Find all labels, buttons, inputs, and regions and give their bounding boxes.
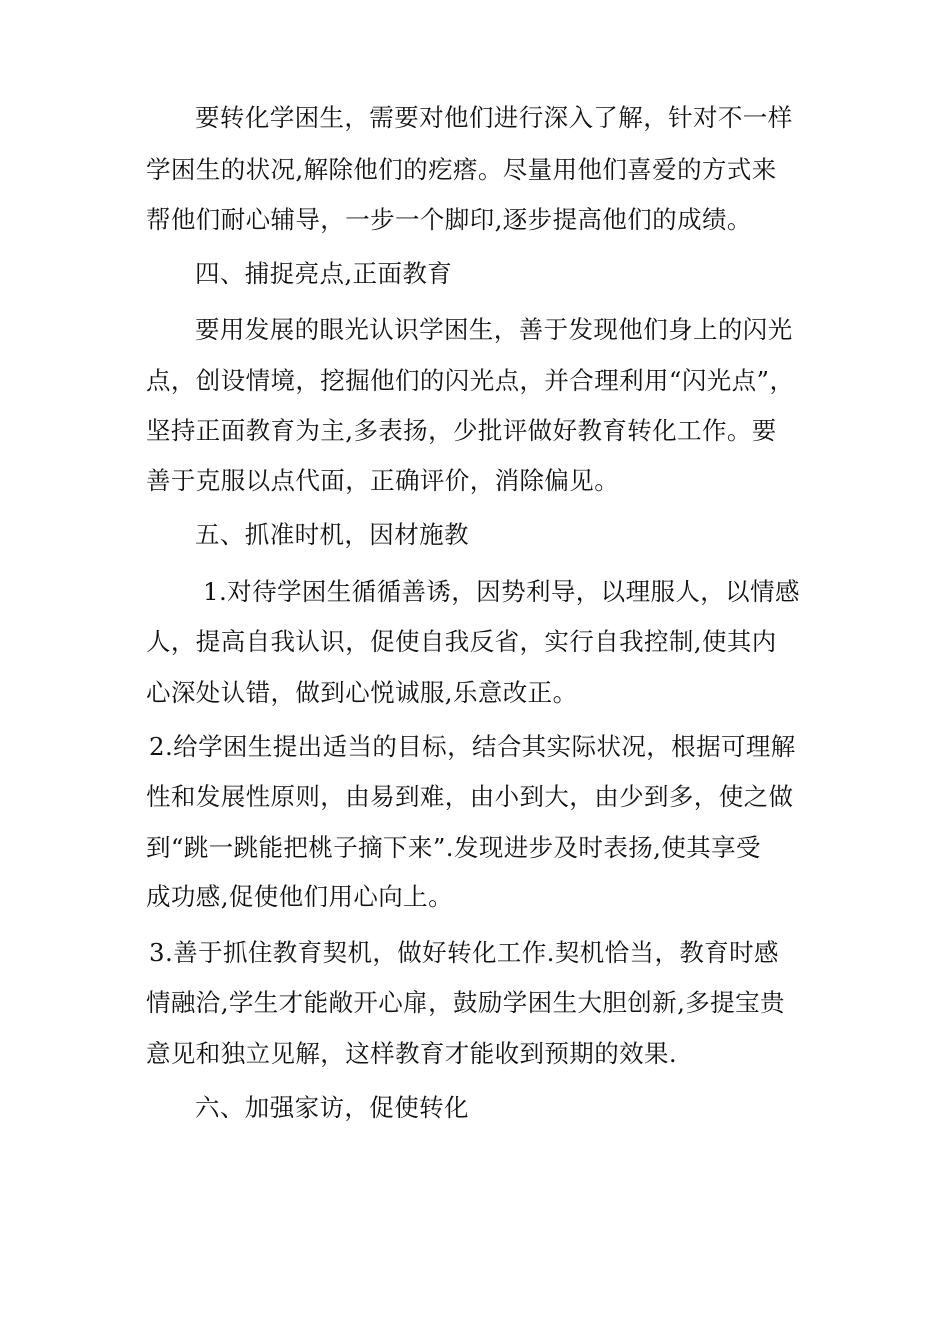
section-heading: 五、抓准时机，因材施教 (195, 520, 469, 549)
list-item-line: 1.对待学困生循循善诱，因势利导，以理服人，以情感 (203, 577, 800, 606)
list-item-line: 性和发展性原则，由易到难，由小到大，由少到多，使之做 (146, 782, 794, 811)
paragraph-line: 点，创设情境，挖掘他们的闪光点，并合理利用“闪光点”， (146, 366, 795, 395)
paragraph-line: 要用发展的眼光认识学困生，善于发现他们身上的闪光 (195, 315, 793, 344)
list-item-line: 到“跳一跳能把桃子摘下来”.发现进步及时表扬,使其享受 (146, 833, 761, 862)
paragraph-line: 帮他们耐心辅导，一步一个脚印,逐步提高他们的成绩。 (146, 205, 752, 234)
list-item-line: 3.善于抓住教育契机，做好转化工作.契机恰当，教育时感 (149, 938, 779, 967)
list-item-line: 2.给学困生提出适当的目标，结合其实际状况，根据可理解 (149, 732, 796, 761)
list-item-line: 意见和独立见解，这样教育才能收到预期的效果. (146, 1039, 678, 1068)
list-item-line: 心深处认错，做到心悦诚服,乐意改正。 (146, 678, 578, 707)
list-item-line: 情融洽,学生才能敞开心扉，鼓励学困生大胆创新,多提宝贵 (146, 988, 785, 1017)
section-heading: 六、加强家访，促使转化 (195, 1093, 469, 1122)
paragraph-line: 要转化学困生，需要对他们进行深入了解，针对不一样 (195, 103, 793, 132)
list-item-line: 人，提高自我认识，促使自我反省，实行自我控制,使其内 (146, 627, 777, 656)
list-item-line: 成功感,促使他们用心向上。 (146, 882, 453, 911)
paragraph-line: 善于克服以点代面，正确评价，消除偏见。 (146, 466, 620, 495)
paragraph-line: 学困生的状况,解除他们的疙瘩。尽量用他们喜爱的方式来 (146, 155, 777, 184)
section-heading: 四、捕捉亮点,正面教育 (195, 259, 453, 288)
paragraph-line: 坚持正面教育为主,多表扬，少批评做好教育转化工作。要 (146, 416, 777, 445)
